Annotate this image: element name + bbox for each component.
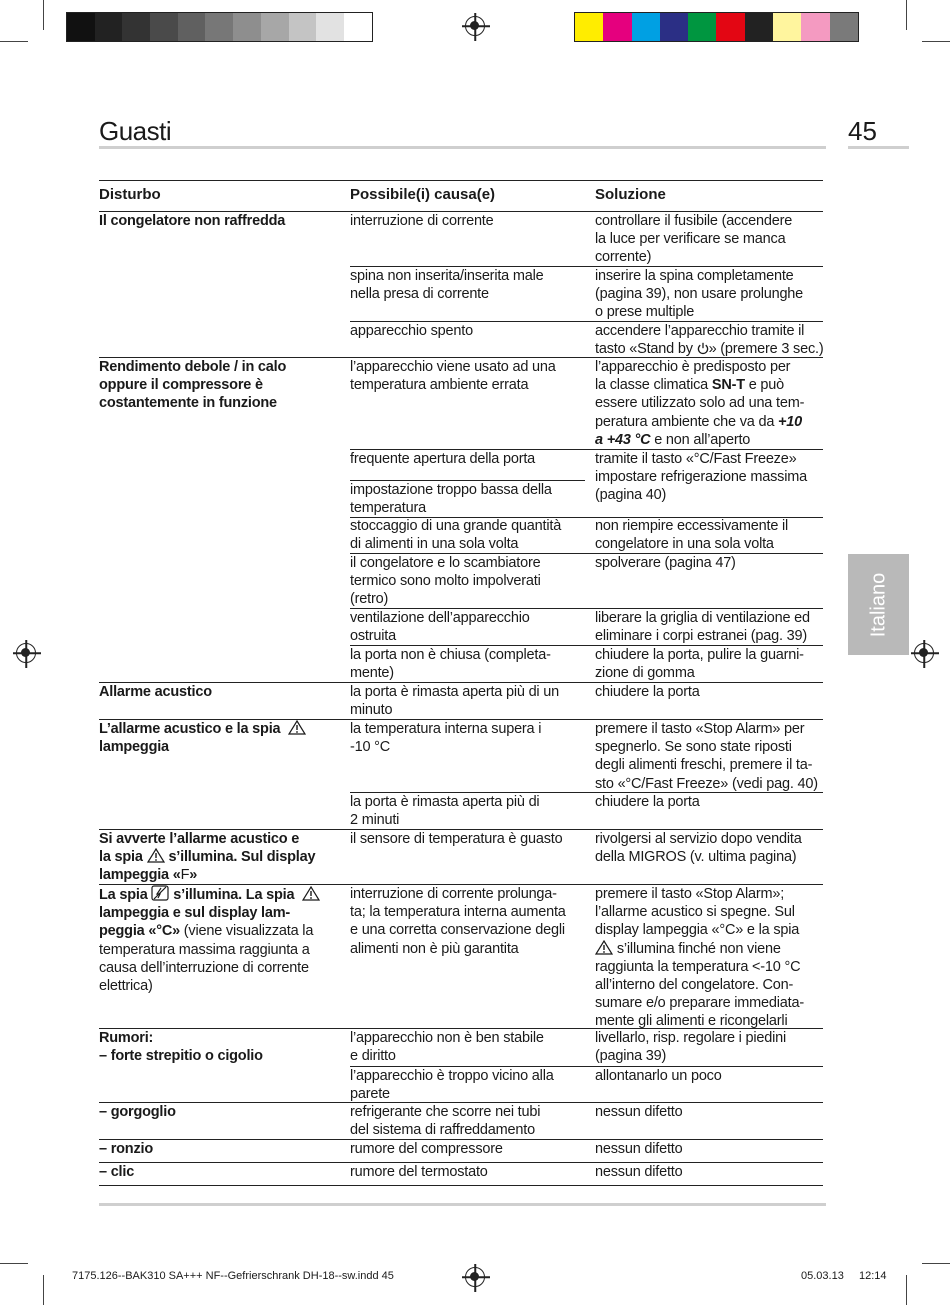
solution-cell: liberare la griglia di ventilazione ed eliminare i corpi estranei (pag. 39) (595, 610, 810, 645)
gray-swatch (95, 13, 123, 41)
page-number: 45 (848, 116, 877, 146)
solution-cell: chiudere la porta (595, 684, 700, 700)
registration-mark-icon (16, 643, 36, 663)
crop-mark (906, 0, 907, 30)
solution-cell: controllare il fusibile (accendere la luce per verificare se manca corrente) (595, 213, 793, 266)
color-swatch (603, 13, 631, 41)
table-bottom-rule (99, 1185, 823, 1186)
fault-cell: Si avverte l’allarme acustico e la spia s’illumina. Sul display lampeggia «F» (99, 831, 316, 884)
gray-swatch (344, 13, 372, 41)
footer-rule (99, 1203, 826, 1206)
gray-swatch (289, 13, 317, 41)
fault-cell: Rumori: – forte strepitio o cigolio (99, 1030, 263, 1065)
solution-cell: non riempire eccessivamente il congelatore in una sola volta (595, 518, 789, 553)
column-header-cause: Possibile(i) causa(e) (350, 186, 496, 203)
warning-triangle-icon (147, 848, 165, 863)
fault-cell: – clic (99, 1164, 135, 1180)
solution-cell: chiudere la porta, pulire la guarni- zione di gomma (595, 647, 804, 682)
solution-cell: livellarlo, risp. regolare i piedini (pagina 39) (595, 1030, 787, 1065)
gray-swatch (316, 13, 344, 41)
crop-mark (906, 1275, 907, 1305)
color-swatch (688, 13, 716, 41)
slug-date: 05.03.13 (801, 1270, 844, 1282)
solution-cell: spolverare (pagina 47) (595, 555, 736, 571)
solution-cell: premere il tasto «Stop Alarm»; l’allarme acustico si spegne. Sul display lampeggia «°C» e la spia s’illumina finché non viene raggiunta la temperatura <-10 °C all’interno del congelatore. Con- sumare e/o preparare immediata- mente gli alimenti e ricongelarli (595, 886, 804, 1030)
crop-mark (43, 1275, 44, 1305)
cause-cell: interruzione di corrente prolunga- ta; la temperatura interna aumenta e una corretta conservazione degli alimenti non è più garantita (350, 886, 566, 957)
gray-swatch (150, 13, 178, 41)
slug-time: 12:14 (859, 1270, 887, 1282)
color-swatch (830, 13, 858, 41)
solution-cell: chiudere la porta (595, 794, 700, 810)
slug-filename: 7175.126--BAK310 SA+++ NF--Gefrierschrank DH-18--sw.indd 45 (72, 1270, 394, 1282)
cause-cell: ventilazione dell’apparecchio ostruita (350, 610, 530, 645)
page-title: Guasti (99, 116, 172, 146)
column-header-solution: Soluzione (595, 186, 666, 203)
cause-cell: impostazione troppo bassa della temperatura (350, 482, 552, 517)
power-icon (697, 342, 709, 355)
gray-swatch (233, 13, 261, 41)
color-swatch (716, 13, 744, 41)
fault-cell: Il congelatore non raffredda (99, 213, 286, 229)
registration-mark-icon (914, 643, 934, 663)
crop-mark (922, 1263, 950, 1264)
page-number-rule (848, 146, 909, 149)
cause-cell: stoccaggio di una grande quantità di alimenti in una sola volta (350, 518, 562, 553)
language-side-tab (848, 554, 909, 655)
gray-swatch (261, 13, 289, 41)
cause-cell: la porta è rimasta aperta più di un minuto (350, 684, 560, 719)
title-rule (99, 146, 826, 149)
cause-cell: apparecchio spento (350, 323, 473, 339)
cause-cell: rumore del termostato (350, 1164, 488, 1180)
solution-cell: rivolgersi al servizio dopo vendita della MIGROS (v. ultima pagina) (595, 831, 802, 866)
cause-cell: refrigerante che scorre nei tubi del sistema di raffreddamento (350, 1104, 541, 1139)
solution-cell: accendere l’apparecchio tramite il tasto «Stand by » (premere 3 sec.) (595, 323, 824, 358)
color-swatch (745, 13, 773, 41)
solution-cell: tramite il tasto «°C/Fast Freeze» impostare refrigerazione massima (pagina 40) (595, 451, 807, 504)
language-label: Italiano (867, 572, 889, 637)
crop-mark (0, 41, 28, 42)
power-failure-icon (151, 885, 169, 901)
solution-cell: nessun difetto (595, 1104, 683, 1120)
color-swatch (632, 13, 660, 41)
solution-cell: nessun difetto (595, 1141, 683, 1157)
table-top-rule (99, 180, 823, 181)
cause-cell: l’apparecchio non è ben stabile e diritto (350, 1030, 544, 1065)
color-swatch (773, 13, 801, 41)
solution-cell: l’apparecchio è predisposto per la classe climatica SN-T e può essere utilizzato solo ad una tem- peratura ambiente che va da +10 a +43 °C e non all’aperto (595, 359, 805, 448)
color-swatch (801, 13, 829, 41)
registration-mark-icon (465, 1267, 485, 1287)
cause-cell: la porta è rimasta aperta più di 2 minuti (350, 794, 540, 829)
crop-mark (922, 41, 950, 42)
crop-mark (0, 1263, 28, 1264)
solution-cell: inserire la spina completamente (pagina 39), non usare prolunghe o prese multiple (595, 268, 804, 321)
fault-cell: La spia s’illumina. La spia lampeggia e sul display lam- peggia «°C» (viene visualizzata la temperatura massima raggiunta a causa dell’interruzione di corrente elettrica) (99, 885, 337, 995)
column-header-fault: Disturbo (99, 186, 161, 203)
solution-cell: premere il tasto «Stop Alarm» per spegnerlo. Se sono state riposti degli alimenti freschi, premere il ta- sto «°C/Fast Freeze» (vedi pag. 40) (595, 721, 818, 792)
gray-swatch (67, 13, 95, 41)
fault-cell: – gorgoglio (99, 1104, 176, 1120)
crop-mark (43, 0, 44, 30)
cause-cell: l’apparecchio è troppo vicino alla parete (350, 1068, 554, 1103)
process-color-bar (574, 12, 859, 42)
fault-cell: L’allarme acustico e la spia lampeggia (99, 720, 337, 756)
fault-cell: Rendimento debole / in calo oppure il compressore è costantemente in funzione (99, 359, 287, 412)
warning-triangle-icon (595, 940, 613, 955)
color-swatch (575, 13, 603, 41)
gray-swatch (205, 13, 233, 41)
display-f-glyph: F (180, 867, 190, 884)
registration-mark-icon (465, 16, 485, 36)
cause-cell: rumore del compressore (350, 1141, 503, 1157)
cause-cell: la temperatura interna supera i -10 °C (350, 721, 542, 756)
gray-swatch (178, 13, 206, 41)
cause-cell: il sensore di temperatura è guasto (350, 831, 563, 847)
gray-swatch (122, 13, 150, 41)
fault-cell: Allarme acustico (99, 684, 212, 700)
cause-cell: il congelatore e lo scambiatore termico sono molto impolverati (retro) (350, 555, 541, 608)
fault-cell: – ronzio (99, 1141, 153, 1157)
solution-cell: allontanarlo un poco (595, 1068, 722, 1084)
cause-cell: spina non inserita/inserita male nella presa di corrente (350, 268, 544, 303)
cause-cell: la porta non è chiusa (completa- mente) (350, 647, 551, 682)
warning-triangle-icon (288, 720, 306, 735)
cause-cell: frequente apertura della porta (350, 451, 536, 467)
cause-cell: interruzione di corrente (350, 213, 494, 229)
color-swatch (660, 13, 688, 41)
warning-triangle-icon (302, 886, 320, 901)
cause-cell: l’apparecchio viene usato ad una temperatura ambiente errata (350, 359, 556, 394)
grayscale-color-bar (66, 12, 373, 42)
solution-cell: nessun difetto (595, 1164, 683, 1180)
